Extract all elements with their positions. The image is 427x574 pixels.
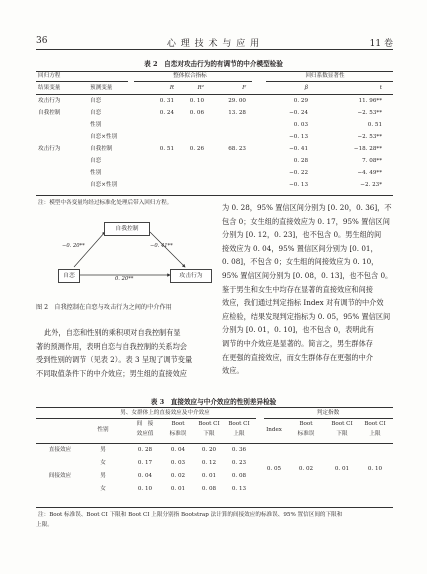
right-column-line: 包含 0；女生组的直接效应为 0. 17，95% 置信区间 (222, 216, 390, 226)
table2-col-header: β (304, 85, 308, 91)
table3-col-header: 标准误 (169, 431, 187, 437)
volume-label: 11 卷 (369, 39, 393, 49)
table2-col-header: t (379, 85, 382, 91)
right-column-line: 为 0. 28，95% 置信区间分别为 [0. 20，0. 36]，不 (222, 203, 392, 212)
table2-cell: −4. 49** (357, 170, 382, 176)
table2-cell: 0. 06 (189, 110, 204, 116)
table3-col-header: Boot (299, 421, 313, 427)
right-column-line: 调节的中介效应是显著的。简言之，男生群体存 (222, 339, 373, 348)
table2-cell: −18. 28** (353, 146, 382, 152)
table2-cell: 自我控制 (90, 146, 113, 152)
table3-cell: 0. 01 (170, 486, 186, 492)
table3-cell: 0. 02 (170, 473, 186, 479)
right-column-line: 应检验，结果发现判定指标为 0. 05，95% 置信区间 (222, 311, 391, 321)
table3-cell: 男 (100, 473, 106, 479)
table2-group-header: 整体拟合指标 (173, 73, 207, 79)
table2-cell: 11. 96** (358, 98, 382, 104)
table3-cell: 0. 28 (137, 447, 153, 453)
table3-col-header: Boot (171, 421, 185, 427)
table3-index-cell: 0. 01 (334, 466, 350, 472)
table3-cell: 0. 12 (201, 460, 217, 466)
table3-bottom-rule (36, 507, 393, 508)
node-mediator: 自我控制 (104, 222, 150, 236)
table2-cell: −2. 23* (360, 182, 382, 188)
table2-cell: 29. 00 (228, 98, 246, 104)
table2-cell: 0. 03 (293, 122, 308, 128)
table2-cell: −0. 22 (289, 170, 308, 176)
table2-col-header: R (169, 85, 174, 91)
table2-cell: 0. 24 (159, 110, 174, 116)
table3-top-rule (36, 407, 393, 408)
table2-cell: 0. 31 (159, 98, 174, 104)
table2-cell: −2. 53** (357, 110, 382, 116)
table2-cell: −0. 24 (289, 110, 308, 116)
figure2-caption: 图 2 自我控制在自恋与攻击行为之间的中介作用 (36, 304, 172, 311)
table3-col-header: Boot CI (198, 421, 220, 427)
table2-cell: 0. 10 (189, 98, 204, 104)
right-column-line: 鉴于男生和女生中均存在显著的直接效应和间接 (222, 284, 373, 294)
table3-cell: 女 (100, 460, 106, 466)
table3-col-header: 上限 (369, 431, 381, 437)
table3-cell: 男 (100, 447, 106, 453)
table2-cell: 自我控制 (38, 110, 61, 116)
right-column-line: 分别为 [0. 01，0. 10]，也不包含 0，表明此有 (222, 325, 374, 335)
table3-col-header: Boot CI (364, 421, 386, 427)
table3-cell: 间接效应 (48, 473, 72, 479)
header-rule (36, 49, 393, 50)
right-column-line: 在更强的直接效应，而女生群体存在更强的中介 (222, 352, 373, 362)
table2-cell: −2. 53** (357, 134, 382, 140)
table3-cell: 0. 01 (201, 473, 217, 479)
table2-group-header: 回归系数显著性 (305, 73, 345, 79)
table3-group-header-left: 男、女群体上的直接效应及中介效应 (120, 410, 210, 416)
table3-col-header: 标准误 (297, 431, 315, 437)
table2-cell: 0. 29 (293, 98, 308, 104)
table3-cell: 0. 20 (201, 447, 217, 453)
table3-cell: 0. 10 (137, 486, 153, 492)
right-column-line: 0. 08]，不包含 0；女生组的间接效应为 0. 10， (222, 257, 379, 267)
table3-col-header: Boot CI (228, 421, 250, 427)
table3-col-header: 间 接 (136, 421, 154, 427)
right-column-line: 效应，我们通过判定指标 Index 对有调节的中介效 (222, 298, 384, 308)
table3-cell: 0. 08 (201, 486, 217, 492)
table3-index-cell: 0. 05 (266, 466, 282, 472)
table2-cell: 7. 08** (362, 158, 382, 164)
table2-cell: 13. 28 (228, 110, 246, 116)
table3-cell: 直接效应 (48, 447, 72, 453)
table2-cell: −0. 13 (289, 182, 308, 188)
table2-caption: 表 2 自恋对攻击行为的有调节的中介模型检验 (144, 60, 283, 68)
page-number: 36 (36, 36, 48, 46)
table2-col-header: 结果变量 (38, 85, 61, 91)
table3-col-header: 效应值 (136, 431, 154, 437)
table2-col-header: F (242, 85, 246, 91)
path-a-arrow (74, 232, 105, 267)
table3-cell: 0. 17 (137, 460, 153, 466)
table3-cell: 0. 04 (137, 473, 153, 479)
table2-col-header: 预测变量 (90, 85, 113, 91)
table3-cell: 女 (100, 486, 106, 492)
node-outcome: 攻击行为 (170, 269, 212, 283)
table2-cell: −0. 13 (289, 134, 308, 140)
table3-col-header: Index (266, 427, 282, 433)
table3-group-header-right: 判定指数 (316, 410, 340, 416)
table3-cell: 0. 04 (170, 447, 186, 453)
table3-note-line: 注：Boot 标准误、Boot CI 下限和 Boot CI 上限分别指 Bootstrap 法计算的间接效应的标准误、95% 置信区间的下限和 (38, 512, 343, 518)
table2-cell: 68. 23 (228, 146, 246, 152)
table3-cell: 0. 23 (231, 460, 247, 466)
table3-index-cell: 0. 10 (367, 466, 383, 472)
table2-top-rule (36, 71, 393, 72)
table3-index-cell: 0. 02 (298, 466, 314, 472)
table2-cell: 自恋×性别 (90, 134, 118, 140)
path-a-label: −0. 20** (62, 243, 85, 249)
left-column-line: 此外，自恋和性别的乘积项对自我控制有显 (44, 328, 181, 337)
table3-cell: 0. 13 (231, 486, 247, 492)
table3-col-header: 下限 (336, 431, 348, 437)
table2-cell: 攻击行为 (38, 146, 61, 152)
table2-cell: 0. 51 (367, 122, 382, 128)
right-column-line: 95% 置信区间分别为 [0. 08，0. 13]，也不包含 0。 (222, 271, 393, 280)
table2-cell: 自恋 (90, 110, 102, 116)
node-predictor: 自恋 (58, 269, 80, 283)
path-b-label: −0. 41** (150, 243, 173, 249)
table2-cell: 性别 (90, 170, 102, 176)
path-c-label: 0. 20** (115, 276, 134, 282)
table3-cell: 0. 36 (231, 447, 247, 453)
journal-title: 心 理 技 术 与 应 用 (166, 39, 261, 49)
table2-col-header: R² (197, 85, 204, 91)
table3-col-header: 上限 (233, 431, 245, 437)
table3-col-header: 下限 (203, 431, 215, 437)
table2-bottom-rule (36, 195, 393, 196)
table2-cell: 自恋 (90, 98, 102, 104)
table2-cell: 0. 28 (293, 158, 308, 164)
left-column-line: 著的预测作用，表明自恋与自我控制的关系均会 (36, 341, 187, 351)
table2-group-header: 回归方程 (38, 73, 61, 79)
left-column-line: 受到性别的调节（见表 2）。表 3 呈现了调节变量 (36, 355, 193, 365)
table2-cell: 0. 26 (189, 146, 204, 152)
table3-col-header: Boot CI (331, 421, 353, 427)
table2-cell: 0. 51 (159, 146, 174, 152)
table3-cell: 0. 08 (231, 473, 247, 479)
right-column-line: 效应。 (222, 366, 244, 376)
table3-col-header: 性别 (97, 427, 109, 433)
table3-note-line: 上限。 (36, 522, 53, 528)
table2-note: 注：模型中各变量均经过标准化处理后带入回归方程。 (38, 200, 173, 206)
right-column-line: 分别为 [0. 12，0. 23]，也不包含 0。男生组的间 (222, 230, 382, 240)
table2-cell: 自恋 (90, 158, 102, 164)
table2-cell: 攻击行为 (38, 98, 61, 104)
right-column-line: 接效应为 0. 04，95% 置信区间分别为 [0. 01， (222, 243, 378, 253)
table3-cell: 0. 03 (170, 460, 186, 466)
table2-cell: 自恋×性别 (90, 182, 118, 188)
table3-caption: 表 3 直接效应与中介效应的性别差异检验 (150, 398, 277, 406)
table2-cell: 性别 (90, 122, 102, 128)
table2-cell: −0. 41 (289, 146, 308, 152)
left-column-line: 不同取值条件下的中介效应；男生组的直接效应 (36, 368, 187, 378)
path-b-arrow (150, 232, 185, 267)
